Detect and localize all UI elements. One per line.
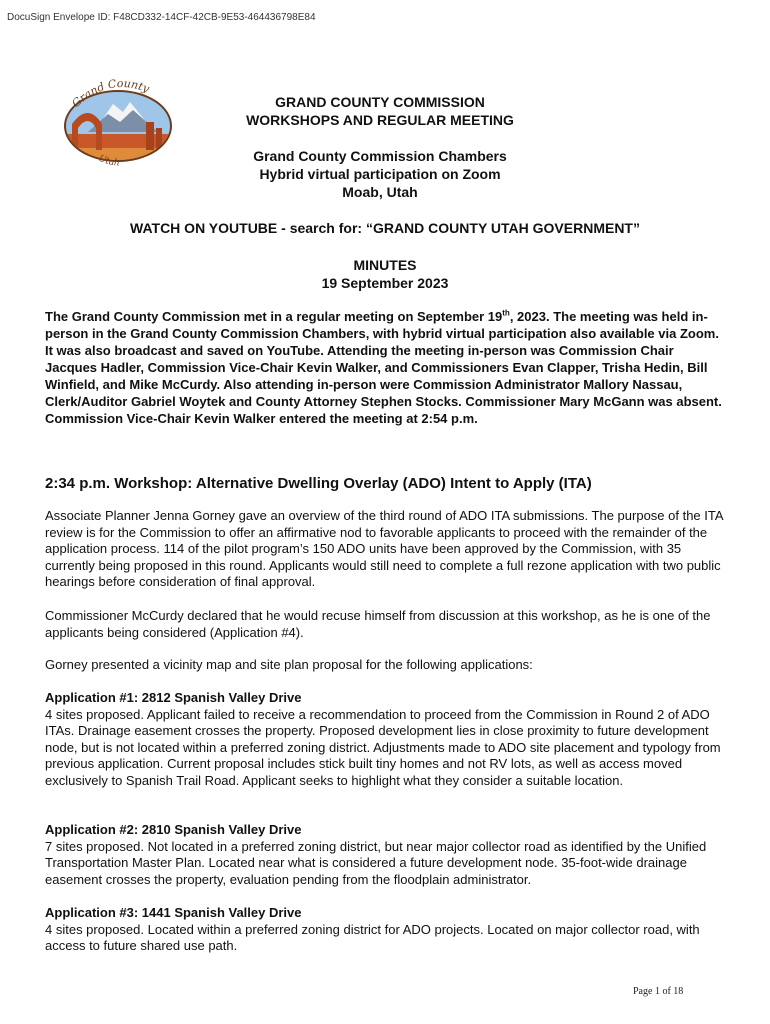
intro-superscript: th <box>502 308 510 318</box>
application-2-text: 7 sites proposed. Not located in a preferred zoning district, but near major collector road as identified by the Unified Transportation Master Plan. Located near what is considered a future development node. 35-foot-wide drainage easement crosses the property, evaluation pending from the floodplain administrator. <box>45 838 707 887</box>
workshop-heading: 2:34 p.m. Workshop: Alternative Dwelling Overlay (ADO) Intent to Apply (ITA) <box>45 475 592 492</box>
minutes-date: 19 September 2023 <box>321 275 449 291</box>
logo-top-text: Grand County <box>69 76 152 111</box>
header-title-line1: GRAND COUNTY COMMISSION <box>275 94 485 110</box>
intro-part2: , 2023. The meeting was held in-person in the Grand County Commission Chambers, with hybrid virtual participation also available via Zoom. It was also broadcast and saved on YouTube. Attending the meeting in-person was Commission Chair Jacques Hadler, Commission Vice-Chair Kevin Walker, and Commissioners Evan Clapper, Trisha Hedin, Bill Winfield, and Mike McCurdy. Also attending in-person were Commission Administrator Mallory Nassau, Clerk/Auditor Gabriel Woytek and County Attorney Stephen Stocks. Commissioner Mary McGann was absent. Commission Vice-Chair Kevin Walker entered the meeting at 2:54 p.m. <box>45 309 722 426</box>
header-location-line3: Moab, Utah <box>342 184 418 200</box>
application-1 <box>45 690 725 789</box>
minutes-title: MINUTES <box>353 257 417 273</box>
header-title-line2: WORKSHOPS AND REGULAR MEETING <box>246 112 514 128</box>
watch-youtube-line: WATCH ON YOUTUBE - search for: “GRAND COUNTY UTAH GOVERNMENT” <box>130 220 640 236</box>
application-1-text: 4 sites proposed. Applicant failed to receive a recommendation to proceed from the Commission in Round 2 of ADO ITAs. Drainage easement crosses the property. Proposed development lies in close proximity to future development node, but is not located within a preferred zoning district. Adjustments made to ADO site placement and typology from previous application. Current proposal includes stick built tiny homes and not RV lots, as well as access moved exclusively to Spanish Trail Road. Applicant seeks to highlight what they consider a suitable location. <box>45 706 721 788</box>
document-header <box>150 93 610 201</box>
application-2 <box>45 822 725 888</box>
application-3-title: Application #3: 1441 Spanish Valley Drive <box>45 905 302 920</box>
header-location-line2: Hybrid virtual participation on Zoom <box>259 166 501 182</box>
application-2-title: Application #2: 2810 Spanish Valley Drive <box>45 822 302 837</box>
paragraph-vicinity-map: Gorney presented a vicinity map and site plan proposal for the following applications: <box>45 657 533 672</box>
application-1-title: Application #1: 2812 Spanish Valley Drive <box>45 690 302 705</box>
intro-part1: The Grand County Commission met in a regular meeting on September 19 <box>45 309 503 324</box>
page-number: Page 1 of 18 <box>633 986 684 997</box>
application-3-text: 4 sites proposed. Located within a preferred zoning district for ADO projects. Located on major collector road, with access to future shared use path. <box>45 921 700 953</box>
paragraph-recusal: Commissioner McCurdy declared that he would recuse himself from discussion at this workshop, as he is one of the applicants being considered (Application #4). <box>45 608 711 640</box>
paragraph-overview: Associate Planner Jenna Gorney gave an overview of the third round of ADO ITA submissions. The purpose of the ITA review is for the Commission to offer an affirmative nod to favorable applicants to proceed with the remainder of the application process. 114 of the pilot program’s 150 ADO units have been approved by the Commission, with 35 currently being proposed in this round. Applicants would still need to complete a full rezone application with two public hearings before consideration of final approval. <box>45 508 723 589</box>
envelope-id: DocuSign Envelope ID: F48CD332-14CF-42CB-9E53-464436798E84 <box>7 12 316 23</box>
intro-paragraph <box>45 308 725 427</box>
header-location-line1: Grand County Commission Chambers <box>253 148 507 164</box>
logo-bottom-text: Utah <box>96 153 121 169</box>
minutes-block <box>0 256 770 292</box>
application-3 <box>45 905 725 955</box>
